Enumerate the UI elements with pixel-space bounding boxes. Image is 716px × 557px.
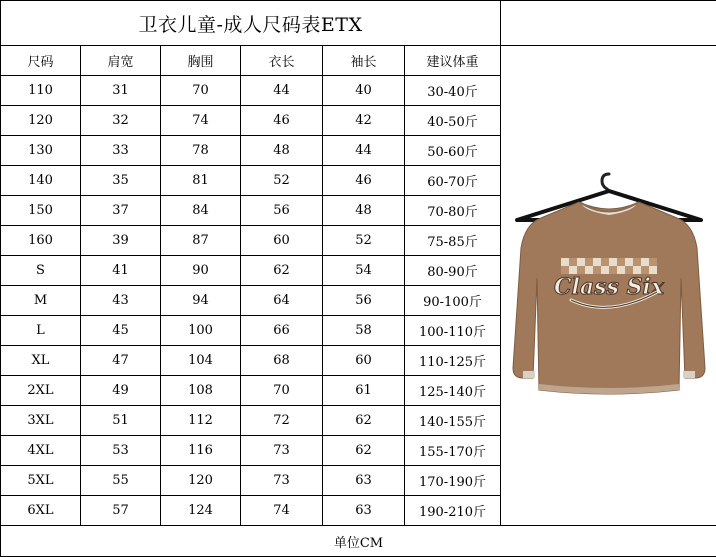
header-weight: 建议体重	[405, 46, 501, 76]
cell-sleeve: 63	[323, 496, 405, 526]
checker-square	[625, 258, 633, 266]
footer-row	[1, 526, 716, 557]
cell-sleeve: 52	[323, 226, 405, 256]
cell-length: 44	[241, 76, 323, 106]
cell-shoulder: 45	[81, 316, 161, 346]
checker-square	[617, 266, 625, 274]
cell-chest: 104	[161, 346, 241, 376]
cell-weight: 40-50斤	[405, 106, 501, 136]
product-image	[501, 46, 716, 525]
cell-chest: 100	[161, 316, 241, 346]
cell-weight: 110-125斤	[405, 346, 501, 376]
cell-shoulder: 41	[81, 256, 161, 286]
cell-sleeve: 48	[323, 196, 405, 226]
cell-shoulder: 37	[81, 196, 161, 226]
cell-sleeve: 54	[323, 256, 405, 286]
header-shoulder: 肩宽	[81, 46, 161, 76]
page-title: 卫衣儿童-成人尺码表ETX	[1, 1, 501, 46]
title-blank-cell	[501, 1, 716, 46]
checker-square	[593, 266, 601, 274]
cell-shoulder: 39	[81, 226, 161, 256]
cell-weight: 30-40斤	[405, 76, 501, 106]
cell-shoulder: 57	[81, 496, 161, 526]
cell-weight: 125-140斤	[405, 376, 501, 406]
cell-chest: 70	[161, 76, 241, 106]
checker-square	[625, 266, 633, 274]
checker-square	[609, 258, 617, 266]
cell-size: 150	[1, 196, 81, 226]
checker-square	[577, 258, 585, 266]
cell-chest: 116	[161, 436, 241, 466]
checker-square	[609, 266, 617, 274]
checker-square	[641, 258, 649, 266]
cell-shoulder: 51	[81, 406, 161, 436]
cell-chest: 81	[161, 166, 241, 196]
cell-size: 5XL	[1, 466, 81, 496]
cell-size: 110	[1, 76, 81, 106]
cell-size: 140	[1, 166, 81, 196]
cell-size: M	[1, 286, 81, 316]
cell-weight: 100-110斤	[405, 316, 501, 346]
checker-square	[561, 258, 569, 266]
checker-square	[593, 258, 601, 266]
checker-square	[641, 266, 649, 274]
cell-sleeve: 62	[323, 406, 405, 436]
cell-shoulder: 47	[81, 346, 161, 376]
cell-size: 160	[1, 226, 81, 256]
cell-chest: 124	[161, 496, 241, 526]
cell-length: 48	[241, 136, 323, 166]
checker-square	[633, 266, 641, 274]
cell-chest: 90	[161, 256, 241, 286]
cell-chest: 112	[161, 406, 241, 436]
cell-length: 73	[241, 466, 323, 496]
cell-length: 56	[241, 196, 323, 226]
cell-sleeve: 46	[323, 166, 405, 196]
checker-square	[561, 266, 569, 274]
cell-shoulder: 31	[81, 76, 161, 106]
cell-sleeve: 40	[323, 76, 405, 106]
cell-length: 74	[241, 496, 323, 526]
cell-weight: 155-170斤	[405, 436, 501, 466]
cell-length: 60	[241, 226, 323, 256]
cell-size: L	[1, 316, 81, 346]
checker-square	[601, 266, 609, 274]
cell-chest: 78	[161, 136, 241, 166]
checker-square	[633, 258, 641, 266]
header-length: 衣长	[241, 46, 323, 76]
header-chest: 胸围	[161, 46, 241, 76]
cell-length: 70	[241, 376, 323, 406]
cell-chest: 120	[161, 466, 241, 496]
cell-weight: 75-85斤	[405, 226, 501, 256]
cell-weight: 170-190斤	[405, 466, 501, 496]
sweatshirt-on-hanger-icon	[509, 168, 709, 404]
cell-weight: 70-80斤	[405, 196, 501, 226]
cell-length: 62	[241, 256, 323, 286]
checker-square	[569, 266, 577, 274]
cell-length: 66	[241, 316, 323, 346]
checker-square	[569, 258, 577, 266]
cell-shoulder: 49	[81, 376, 161, 406]
checker-square	[617, 258, 625, 266]
cell-sleeve: 60	[323, 346, 405, 376]
cell-weight: 190-210斤	[405, 496, 501, 526]
cell-weight: 140-155斤	[405, 406, 501, 436]
cell-size: XL	[1, 346, 81, 376]
cell-weight: 50-60斤	[405, 136, 501, 166]
cell-weight: 90-100斤	[405, 286, 501, 316]
cell-chest: 87	[161, 226, 241, 256]
print-graphic-text: Class Six	[553, 273, 664, 300]
cell-chest: 74	[161, 106, 241, 136]
header-size: 尺码	[1, 46, 81, 76]
header-row	[1, 46, 716, 76]
checker-square	[585, 258, 593, 266]
cell-length: 72	[241, 406, 323, 436]
checker-square	[649, 266, 657, 274]
product-image-cell	[501, 46, 716, 526]
cell-length: 64	[241, 286, 323, 316]
cell-size: 3XL	[1, 406, 81, 436]
cell-length: 52	[241, 166, 323, 196]
cell-chest: 108	[161, 376, 241, 406]
cell-sleeve: 63	[323, 466, 405, 496]
cell-sleeve: 62	[323, 436, 405, 466]
cell-shoulder: 33	[81, 136, 161, 166]
cell-shoulder: 32	[81, 106, 161, 136]
cell-length: 68	[241, 346, 323, 376]
cell-shoulder: 35	[81, 166, 161, 196]
cell-length: 46	[241, 106, 323, 136]
cell-weight: 80-90斤	[405, 256, 501, 286]
cell-sleeve: 61	[323, 376, 405, 406]
cell-sleeve: 58	[323, 316, 405, 346]
checker-square	[649, 258, 657, 266]
cell-shoulder: 43	[81, 286, 161, 316]
cell-weight: 60-70斤	[405, 166, 501, 196]
cell-size: 130	[1, 136, 81, 166]
checker-square	[585, 266, 593, 274]
cell-size: 120	[1, 106, 81, 136]
unit-note: 单位CM	[1, 526, 716, 557]
header-sleeve: 袖长	[323, 46, 405, 76]
cell-size: 2XL	[1, 376, 81, 406]
cell-sleeve: 56	[323, 286, 405, 316]
cell-shoulder: 53	[81, 436, 161, 466]
cell-sleeve: 42	[323, 106, 405, 136]
cell-chest: 84	[161, 196, 241, 226]
cell-length: 73	[241, 436, 323, 466]
title-row	[1, 1, 716, 46]
cell-shoulder: 55	[81, 466, 161, 496]
cell-size: 4XL	[1, 436, 81, 466]
checker-square	[577, 266, 585, 274]
cell-sleeve: 44	[323, 136, 405, 166]
cell-size: 6XL	[1, 496, 81, 526]
checker-square	[601, 258, 609, 266]
cell-chest: 94	[161, 286, 241, 316]
cell-size: S	[1, 256, 81, 286]
